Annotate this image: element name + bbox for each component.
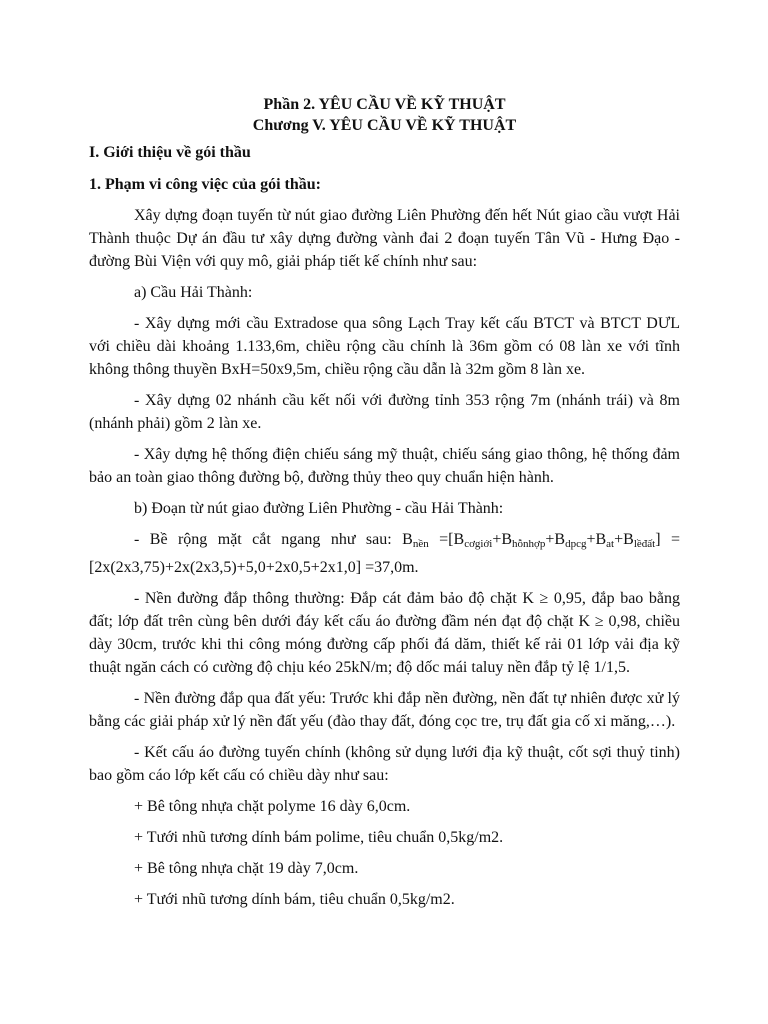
- formula-sub-honhop: hỗnhợp: [512, 538, 546, 550]
- bullet-a1: - Xây dựng mới cầu Extradose qua sông Lạch Tray kết cấu BTCT và BTCT DƯL với chiều dài khoảng 1.133,6m, chiều rộng cầu chính là 36m gồm có 08 làn xe với tĩnh không thông thuyền BxH=50x9,5m, chiều rộng cầu dẫn là 32m gồm 8 làn xe.: [89, 315, 680, 378]
- formula-sub-at: at: [606, 538, 615, 550]
- bullet-b3: - Kết cấu áo đường tuyến chính (không sử dụng lưới địa kỹ thuật, cốt sợi thuỷ tinh) bao gồm cáo lớp kết cấu có chiều dày như sau:: [89, 744, 680, 784]
- formula-eq-close: ] = [2x(2x3,75)+2x(2x3,5)+5,0+2x0,5+2x1,0] =37,0m.: [89, 531, 680, 576]
- formula-sub-cogioi: cơgiới: [464, 538, 493, 550]
- document-body: [89, 94, 680, 911]
- formula-sub-nen: nền: [412, 538, 429, 550]
- subsection-heading: 1. Phạm vi công việc của gói thầu:: [89, 176, 321, 193]
- formula-sub-dpcg: dpcg: [565, 538, 587, 550]
- formula-plus-2: +B: [545, 531, 566, 548]
- item-a-heading: a) Cầu Hải Thành:: [134, 284, 253, 301]
- item-b-heading: b) Đoạn từ nút giao đường Liên Phường - cầu Hải Thành:: [134, 500, 504, 517]
- formula-plus-4: +B: [614, 531, 634, 548]
- formula-paragraph: [89, 528, 680, 579]
- chapter-title: Chương V. YÊU CẦU VỀ KỸ THUẬT: [252, 117, 517, 134]
- formula-eq-open: =[B: [428, 531, 465, 548]
- part-title: Phần 2. YÊU CẦU VỀ KỸ THUẬT: [263, 96, 506, 113]
- formula-sub-ledat: lềđất: [633, 538, 656, 550]
- bullet-a3: - Xây dựng hệ thống điện chiếu sáng mỹ thuật, chiếu sáng giao thông, hệ thống đảm bảo an toàn giao thông đường bộ, đường thủy theo quy chuẩn hiện hành.: [89, 446, 680, 486]
- bullet-b2: - Nền đường đắp qua đất yếu: Trước khi đắp nền đường, nền đất tự nhiên được xử lý bằng các giải pháp xử lý nền đất yếu (đào thay đất, đóng cọc tre, trụ đất gia cố xi măng,…).: [89, 690, 680, 730]
- section-heading: I. Giới thiệu về gói thầu: [89, 144, 251, 161]
- layer-item-1: + Bê tông nhựa chặt polyme 16 dày 6,0cm.: [134, 798, 411, 815]
- bullet-b1: - Nền đường đắp thông thường: Đắp cát đảm bảo độ chặt K ≥ 0,95, đắp bao bằng đất; lớp đất trên cùng bên dưới đáy kết cấu áo đường đầm nén đạt độ chặt K ≥ 0,98, chiều dày 30cm, trước khi thi công móng đường cấp phối đá dăm, thiết kế rải 01 lớp vải địa kỹ thuật ngăn cách có cường độ chịu kéo 25kN/m; độ dốc mái taluy nền đắp tỷ lệ 1/1,5.: [89, 590, 680, 676]
- layer-item-2: + Tưới nhũ tương dính bám polime, tiêu chuẩn 0,5kg/m2.: [134, 829, 504, 846]
- bullet-a2: - Xây dựng 02 nhánh cầu kết nối với đường tỉnh 353 rộng 7m (nhánh trái) và 8m (nhánh phải) gồm 2 làn xe.: [89, 392, 680, 432]
- formula-plus-1: +B: [492, 531, 513, 548]
- layer-item-4: + Tưới nhũ tương dính bám, tiêu chuẩn 0,5kg/m2.: [134, 891, 455, 908]
- intro-paragraph: Xây dựng đoạn tuyến từ nút giao đường Liên Phường đến hết Nút giao cầu vượt Hải Thành thuộc Dự án đầu tư xây dựng đường vành đai 2 đoạn tuyến Tân Vũ - Hưng Đạo - đường Bùi Viện với quy mô, giải pháp tiết kế chính như sau:: [89, 207, 680, 270]
- formula-prefix: - Bề rộng mặt cắt ngang như sau: B: [134, 531, 413, 548]
- formula-plus-3: +B: [586, 531, 607, 548]
- layer-item-3: + Bê tông nhựa chặt 19 dày 7,0cm.: [134, 860, 359, 877]
